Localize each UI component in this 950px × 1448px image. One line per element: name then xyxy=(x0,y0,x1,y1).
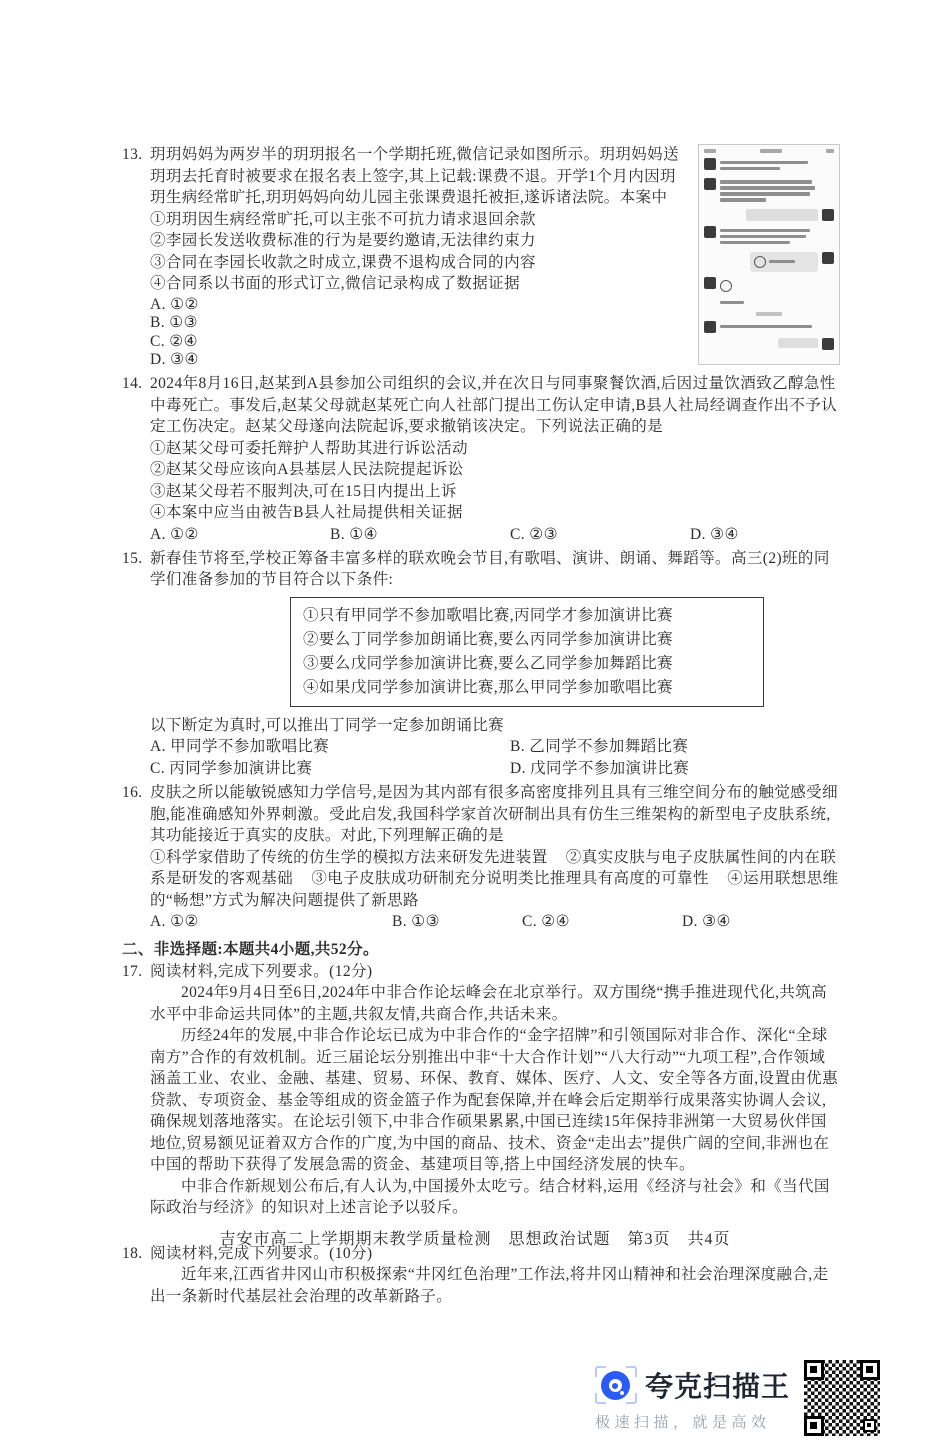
avatar xyxy=(704,226,716,238)
chat-message-left xyxy=(704,226,834,247)
page-footer: 吉安市高二上学期期末教学质量检测 思想政治试题 第3页 共4页 xyxy=(219,1231,731,1248)
option-b: B. 乙同学不参加舞蹈比赛 xyxy=(510,738,689,755)
option-c: C. 丙同学参加演讲比赛 xyxy=(150,760,313,777)
statement-item: ③赵某父母若不服判决,可在15日内提出上诉 xyxy=(150,482,457,500)
option-b: B. ①④ xyxy=(330,525,378,543)
chat-timestamp xyxy=(756,312,782,316)
wechat-chat-screenshot xyxy=(698,144,840,365)
option-a: A. ①② xyxy=(150,913,199,930)
question-number: 15. xyxy=(122,549,143,567)
material-paragraph: 近年来,江西省井冈山市积极探索“井冈红色治理”工作法,将井冈山精神和社会治理深度融合,走出一条新时代基层社会治理的改革新路子。 xyxy=(150,1266,829,1305)
options-row xyxy=(150,911,840,933)
avatar xyxy=(704,178,716,190)
condition-item: ②要么丁同学参加朗诵比赛,要么丙同学参加演讲比赛 xyxy=(303,630,673,648)
question-number: 18. xyxy=(122,1244,143,1262)
statement-item: ④合同系以书面的形式订立,微信记录构成了数据证据 xyxy=(150,275,520,292)
chat-bubble xyxy=(746,209,818,221)
avatar xyxy=(822,252,834,264)
statement-item: ④运用联想思维的“畅想”方式为解决问题提供了新思路 xyxy=(150,870,839,909)
avatar xyxy=(822,209,834,221)
statement-item: ①赵某父母可委托辩护人帮助其进行诉讼活动 xyxy=(150,439,469,457)
condition-item: ④如果戊同学参加演讲比赛,那么甲同学参加歌唱比赛 xyxy=(303,678,673,696)
option-d: D. ③④ xyxy=(682,913,731,930)
question-13 xyxy=(122,144,840,371)
statement-item: ③合同在李园长收款之时成立,课费不退构成合同的内容 xyxy=(150,253,536,271)
question-14 xyxy=(122,373,840,546)
chat-bubble xyxy=(778,338,818,348)
chat-message-right xyxy=(704,209,834,221)
question-lead: 以下断定为真时,可以推出丁同学一定参加朗诵比赛 xyxy=(150,716,505,734)
option-d: D. ③④ xyxy=(690,525,739,543)
chat-message-left xyxy=(704,178,834,205)
statement-item: ③电子皮肤成功研制充分说明类比推理具有高度的可靠性 xyxy=(311,870,709,887)
emoji-face-icon xyxy=(754,256,766,268)
option-a: A. ①② xyxy=(150,525,199,543)
question-16 xyxy=(122,782,840,933)
question-stem: 新春佳节将至,学校正筹备丰富多样的联欢晚会节目,有歌唱、演讲、朗诵、舞蹈等。高三(2)班的同学们准备参加的节目符合以下条件: xyxy=(150,549,830,588)
avatar xyxy=(704,321,716,333)
question-number: 13. xyxy=(122,146,143,163)
option-b: B. ①③ xyxy=(150,314,198,331)
statement-item: ①科学家借助了传统的仿生学的模拟方法来研发先进装置 xyxy=(150,848,548,866)
option-b: B. ①③ xyxy=(392,913,440,930)
statement-item: ②真实皮肤与电子皮肤属性间的内在联系是研发的客观基础 xyxy=(150,848,837,887)
section-2-heading: 二、非选择题:本题共4小题,共52分。 xyxy=(122,941,379,958)
question-18 xyxy=(122,1243,840,1308)
exam-content xyxy=(122,144,840,1309)
options-grid xyxy=(150,736,840,780)
option-a: A. 甲同学不参加歌唱比赛 xyxy=(150,738,330,755)
quark-scanner-logo-icon xyxy=(595,1364,637,1406)
question-number: 14. xyxy=(122,375,143,392)
option-c: C. ②③ xyxy=(510,525,558,543)
scanner-watermark xyxy=(595,1360,880,1436)
question-heading: 阅读材料,完成下列要求。(12分) xyxy=(150,962,373,980)
conditions-box xyxy=(290,597,764,707)
option-d: D. 戊同学不参加演讲比赛 xyxy=(510,760,690,777)
option-c: C. ②④ xyxy=(522,913,570,930)
chat-statusbar xyxy=(704,149,834,153)
statement-item: ④本案中应当由被告B县人社局提供相关证据 xyxy=(150,504,463,521)
avatar xyxy=(704,277,716,289)
statement-item: ②李园长发送收费标准的行为是要约邀请,无法律约束力 xyxy=(150,232,536,249)
scanner-brand-name: 夸克扫描王 xyxy=(644,1371,790,1402)
options-row xyxy=(150,524,840,546)
material-paragraph: 2024年9月4日至6日,2024年中非合作论坛峰会在北京举行。双方围绕“携手推进现代化,共筑高水平中非命运共同体”的主题,共叙友情,共商合作,共话未来。 xyxy=(150,984,828,1023)
chat-sticker-right xyxy=(704,252,834,272)
scanner-slogan: 极速扫描，就是高效 xyxy=(594,1414,771,1431)
scanner-brand-block xyxy=(595,1364,790,1432)
question-heading: 阅读材料,完成下列要求。(10分) xyxy=(150,1244,373,1262)
avatar xyxy=(704,158,716,170)
question-15 xyxy=(122,548,840,781)
question-stem: 皮肤之所以能敏锐感知力学信号,是因为其内部有很多高密度排列且具有三维空间分布的触觉感受细胞,能准确感知外界刺激。受此启发,我国科学家首次研制出具有仿生三维架构的新型电子皮肤系统,其功能接近于真实的皮肤。对此,下列理解正确的是 xyxy=(150,784,838,844)
chat-sticker xyxy=(750,252,818,272)
qr-code xyxy=(804,1360,880,1436)
question-number: 16. xyxy=(122,784,143,801)
question-stem: 2024年8月16日,赵某到A县参加公司组织的会议,并在次日与同事聚餐饮酒,后因过量饮酒致乙醇急性中毒死亡。事发后,赵某父母就赵某死亡向人社部门提出工伤认定申请,B县人社局经调查作出不予认定工伤决定。赵某父母遂向法院起诉,要求撤销该决定。下列说法正确的是 xyxy=(150,375,838,435)
chat-message-left xyxy=(704,158,834,173)
statement-item: ②赵某父母应该向A县基层人民法院提起诉讼 xyxy=(150,461,464,478)
option-c: C. ②④ xyxy=(150,332,198,350)
option-d: D. ③④ xyxy=(150,351,199,368)
option-a: A. ①② xyxy=(150,295,199,313)
question-17 xyxy=(122,961,840,1219)
material-paragraph: 历经24年的发展,中非合作论坛已成为中非合作的“金字招牌”和引领国际对非合作、深化“全球南方”合作的有效机制。近三届论坛分别推出中非“十大合作计划”“八大行动”“九项工程”,合作领域涵盖工业、农业、金融、基建、贸易、环保、教育、媒体、医疗、人文、安全等各方面,设置由优惠贷款、专项资金、基金等组成的资金篮子作为配套保障,并在峰会后定期举行成果落实协调人会议,确保规划落地落实。在论坛引领下,中非合作硕果累累,中国已连续15年保持非洲第一大贸易伙伴国地位,贸易额见证着双方合作的广度,为中国的商品、技术、资金“走出去”提供广阔的空间,非洲也在中国的帮助下获得了发展急需的资金、基建项目等,搭上中国经济发展的快车。 xyxy=(150,1027,838,1173)
chat-message-right xyxy=(704,338,834,350)
material-paragraph: 中非合作新规划公布后,有人认为,中国援外太吃亏。结合材料,运用《经济与社会》和《当代国际政治与经济》的知识对上述言论予以驳斥。 xyxy=(150,1177,830,1216)
statement-items xyxy=(150,847,840,912)
question-stem: 玥玥妈妈为两岁半的玥玥报名一个学期托班,微信记录如图所示。玥玥妈妈送玥玥去托育时被要求在报名表上签字,其上记载:课费不退。开学1个月内因玥玥生病经常旷托,玥玥妈妈向幼儿园主张课费退托被拒,遂诉诸法院。本案中 xyxy=(150,146,679,206)
chat-message-left xyxy=(704,321,834,333)
avatar xyxy=(822,338,834,350)
condition-item: ①只有甲同学不参加歌唱比赛,丙同学才参加演讲比赛 xyxy=(303,606,673,624)
chat-message-left xyxy=(704,277,834,307)
condition-item: ③要么戊同学参加演讲比赛,要么乙同学参加舞蹈比赛 xyxy=(303,654,673,672)
question-number: 17. xyxy=(122,962,143,980)
statement-item: ①玥玥因生病经常旷托,可以主张不可抗力请求退回余款 xyxy=(150,210,536,228)
